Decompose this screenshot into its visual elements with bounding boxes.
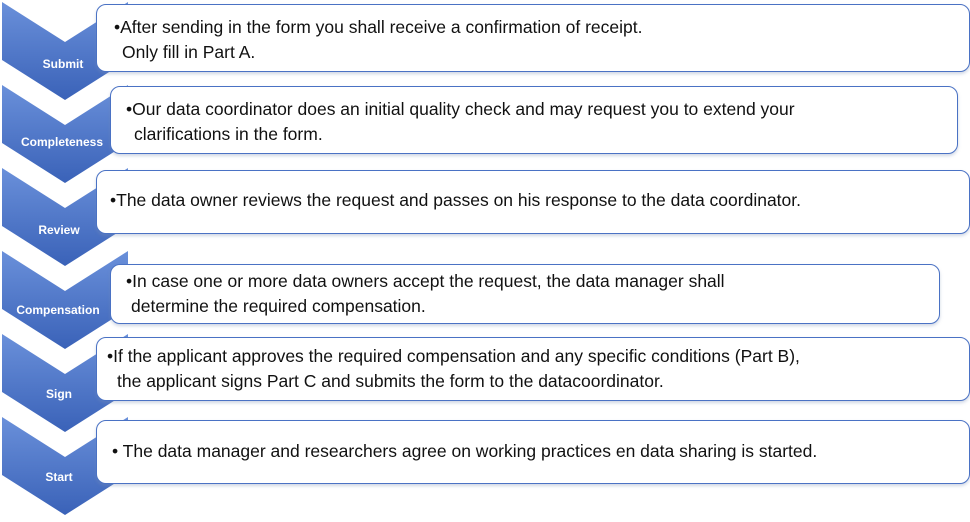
step-text-line: •After sending in the form you shall receive a confirmation of receipt. bbox=[114, 17, 643, 37]
step-label-compensation: Compensation bbox=[16, 303, 100, 317]
step-text-line: •If the applicant approves the required compensation and any specific conditions (Part B), bbox=[107, 346, 800, 366]
step-box-review bbox=[96, 170, 970, 234]
step-text-line: the applicant signs Part C and submits the form to the datacoordinator. bbox=[117, 371, 664, 391]
step-text-line: •In case one or more data owners accept the request, the data manager shall bbox=[126, 271, 725, 291]
step-label-start: Start bbox=[45, 470, 73, 484]
step-label-review: Review bbox=[38, 223, 80, 237]
step-label-sign: Sign bbox=[46, 387, 72, 401]
step-text-line: clarifications in the form. bbox=[134, 124, 323, 144]
step-text-line: determine the required compensation. bbox=[131, 296, 426, 316]
step-box-sign bbox=[96, 337, 970, 401]
step-box-completeness bbox=[110, 86, 958, 154]
step-box-submit bbox=[96, 4, 970, 72]
step-box-compensation bbox=[110, 264, 940, 324]
step-label-completeness: Completeness bbox=[20, 135, 104, 149]
step-box-start bbox=[96, 420, 970, 484]
step-text-line: •The data owner reviews the request and passes on his response to the data coordinator. bbox=[110, 190, 801, 210]
step-text-line: Only fill in Part A. bbox=[122, 42, 256, 62]
step-text-line: •Our data coordinator does an initial quality check and may request you to extend your bbox=[126, 99, 795, 119]
step-text-line: • The data manager and researchers agree on working practices en data sharing is started. bbox=[112, 441, 818, 461]
step-label-submit: Submit bbox=[42, 57, 84, 71]
